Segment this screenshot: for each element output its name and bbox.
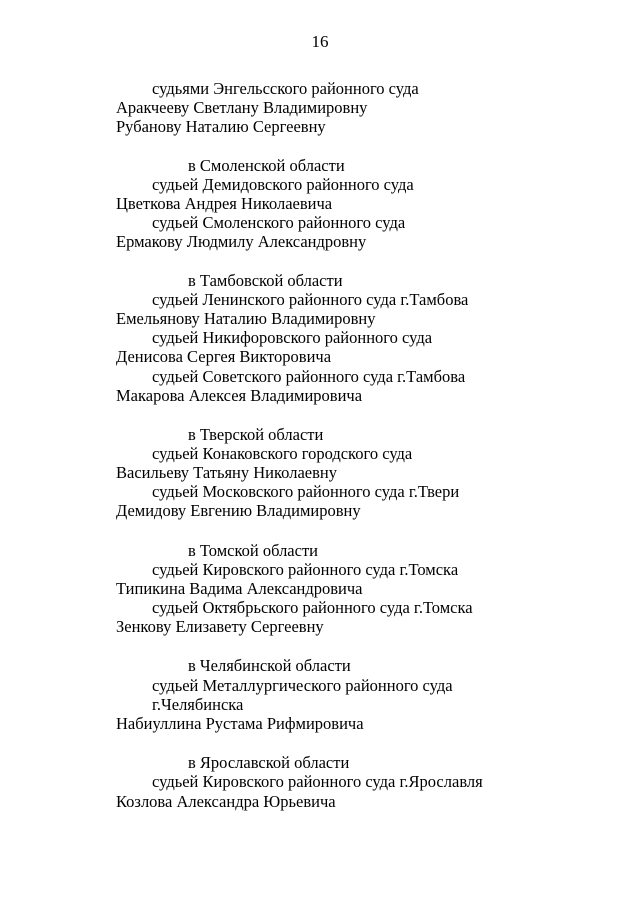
court-appointment-line: судьями Энгельсского районного суда xyxy=(152,79,419,98)
judge-name-line: Набиуллина Рустама Рифмировича xyxy=(116,714,364,733)
judge-name-line: Козлова Александра Юрьевича xyxy=(116,792,336,811)
judge-name-line: Зенкову Елизавету Сергеевну xyxy=(116,617,324,636)
court-appointment-line: судьей Кировского районного суда г.Томска xyxy=(152,560,459,579)
court-appointment-line: судьей Кировского районного суда г.Ярославля xyxy=(152,772,483,791)
region-heading: в Тверской области xyxy=(188,425,324,444)
court-appointment-line: судьей Октябрьского районного суда г.Томска xyxy=(152,598,473,617)
judge-name-line: Ермакову Людмилу Александровну xyxy=(116,232,367,251)
court-appointment-line: г.Челябинска xyxy=(152,695,244,714)
judge-name-line: Емельянову Наталию Владимировну xyxy=(116,309,376,328)
judge-name-line: Рубанову Наталию Сергеевну xyxy=(116,117,326,136)
court-appointment-line: судьей Конаковского городского суда xyxy=(152,444,413,463)
judge-name-line: Цветкова Андрея Николаевича xyxy=(116,194,333,213)
court-appointment-line: судьей Ленинского районного суда г.Тамбова xyxy=(152,290,469,309)
region-heading: в Томской области xyxy=(188,541,318,560)
court-appointment-line: судьей Смоленского районного суда xyxy=(152,213,406,232)
court-appointment-line: судьей Металлургического районного суда xyxy=(152,676,453,695)
judge-name-line: Аракчееву Светлану Владимировну xyxy=(116,98,368,117)
judge-name-line: Макарова Алексея Владимировича xyxy=(116,386,363,405)
judge-name-line: Васильеву Татьяну Николаевну xyxy=(116,463,337,482)
region-heading: в Смоленской области xyxy=(188,156,345,175)
page-number: 16 xyxy=(311,32,329,51)
judge-name-line: Денисова Сергея Викторовича xyxy=(116,347,332,366)
judge-name-line: Типикина Вадима Александровича xyxy=(116,579,363,598)
court-appointment-line: судьей Никифоровского районного суда xyxy=(152,328,433,347)
court-appointment-line: судьей Демидовского районного суда xyxy=(152,175,414,194)
judge-name-line: Демидову Евгению Владимировну xyxy=(116,501,361,520)
court-appointment-line: судьей Московского районного суда г.Твери xyxy=(152,482,460,501)
region-heading: в Челябинской области xyxy=(188,656,351,675)
court-appointment-line: судьей Советского районного суда г.Тамбова xyxy=(152,367,466,386)
region-heading: в Ярославской области xyxy=(188,753,350,772)
region-heading: в Тамбовской области xyxy=(188,271,343,290)
